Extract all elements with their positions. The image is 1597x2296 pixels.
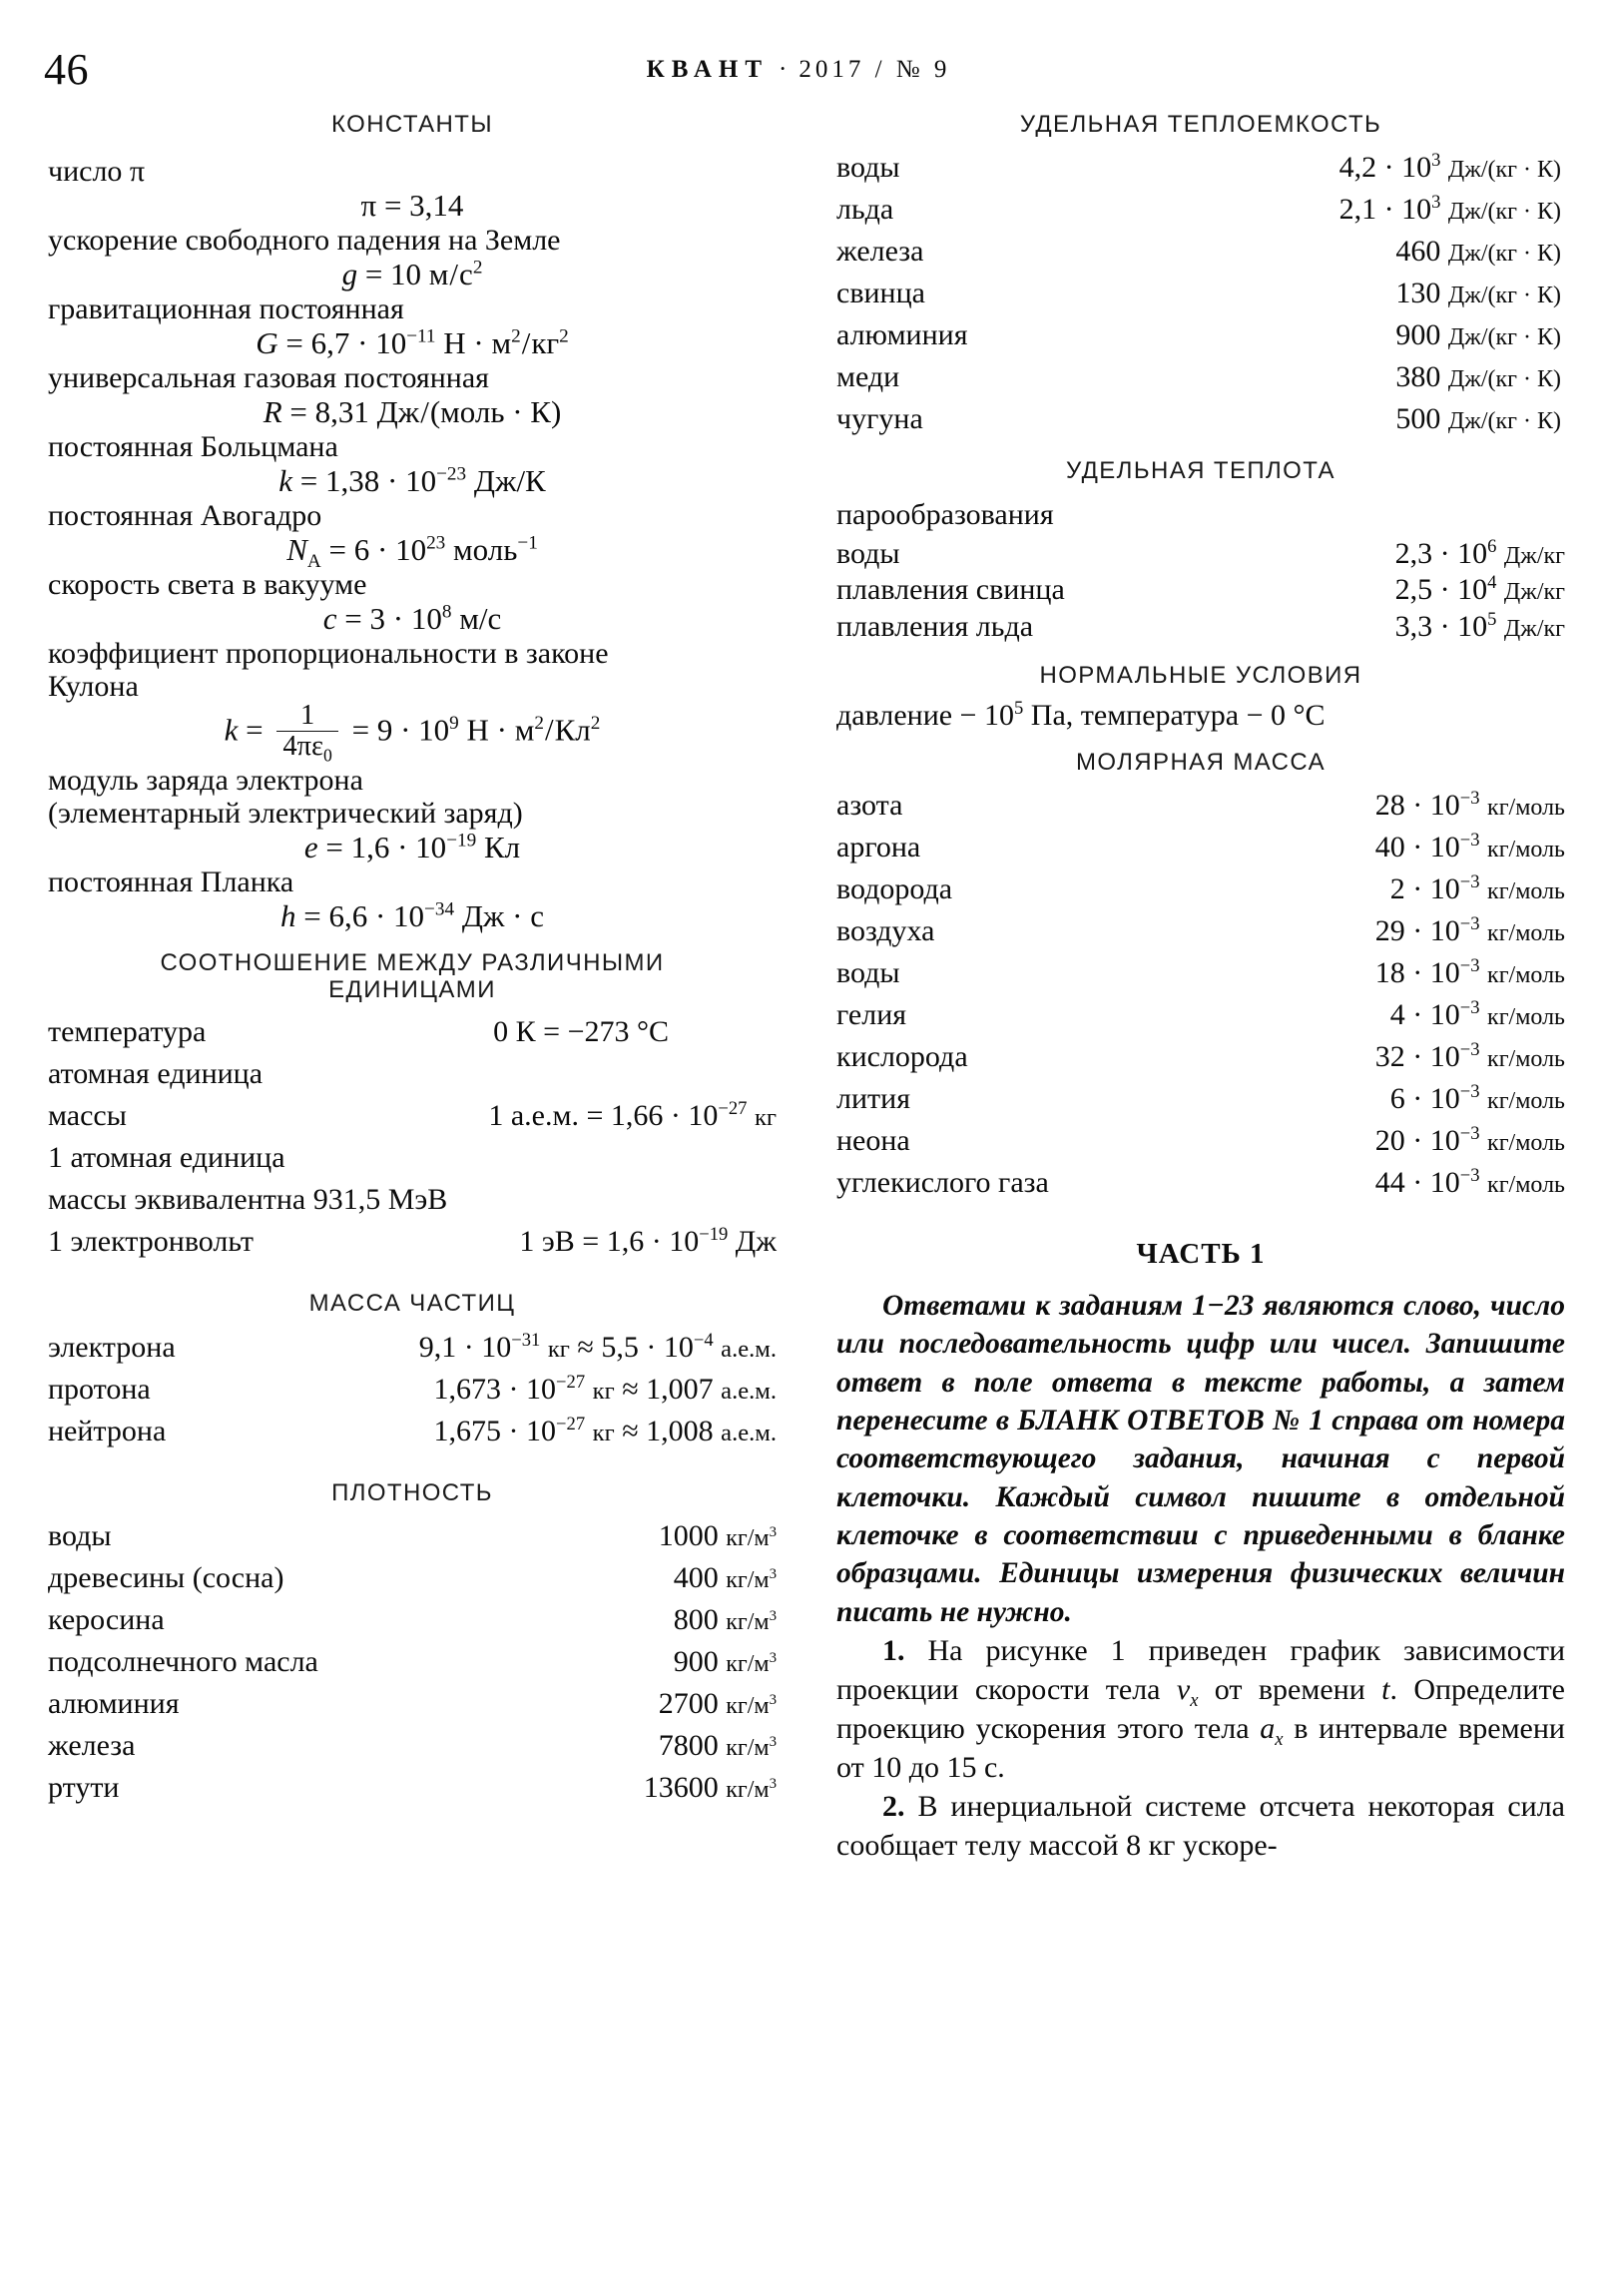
density-value-aluminium: 2700 $кг/м^3$ [658, 1687, 777, 1720]
table-row [48, 1641, 777, 1683]
constant-equation-g: g = 10 $м/с^2$ [341, 257, 483, 292]
molar-mass-label-nitrogen: азота [836, 788, 903, 822]
unit-row-electronvolt [48, 1221, 777, 1263]
specific-heat-value-lead: 130 Дж/(кг · К) [1395, 277, 1561, 310]
specific-heat-label-ice: льда [836, 193, 894, 227]
table-row [836, 785, 1565, 827]
constant-label-light-speed: скорость света в вакууме [48, 567, 367, 601]
page-header [0, 38, 1597, 98]
density-value-kerosene: 800 $кг/м^3$ [673, 1603, 777, 1636]
unit-value-electronvolt: 1 эВ = $1,6 \cdot 10^{-19}$ Дж [519, 1224, 777, 1259]
specific-heat-value-iron: 460 Дж/(кг · К) [1395, 235, 1561, 269]
table-row [836, 1036, 1565, 1078]
constant-label-g: ускорение свободного падения на Земле [48, 224, 561, 258]
latent-heat-subheading: парообразования [836, 497, 1054, 531]
molar-mass-value-oxygen: $32 \cdot 10^{-3}$ кг/моль [1374, 1038, 1565, 1073]
section-heading-units-line2: ЕДИНИЦАМИ [328, 975, 496, 1003]
unit-label-amu-mev-line2: массы эквивалентна 931,5 МэВ [48, 1183, 448, 1217]
unit-value-amu: 1 а.е.м. = $1,66 \cdot 10^{-27}$ кг [488, 1098, 777, 1133]
density-value-sunflower-oil: 900 $кг/м^3$ [673, 1645, 777, 1678]
table-row [836, 356, 1565, 398]
unit-row-temperature [48, 1011, 777, 1053]
specific-heat-table [836, 147, 1565, 440]
density-value-iron: 7800 $кг/м^3$ [658, 1729, 777, 1762]
latent-heat-value-ice-melting: $3,3 \cdot 10^5$ Дж/кг [1394, 608, 1565, 643]
density-value-water: 1000 $кг/м^3$ [658, 1519, 777, 1552]
density-table [48, 1515, 777, 1809]
table-row [48, 1683, 777, 1725]
density-label-kerosene: керосина [48, 1603, 165, 1636]
unit-row-amu-mev-line2 [48, 1179, 777, 1221]
table-row [836, 536, 1565, 573]
table-row [836, 952, 1565, 994]
section-heading-latent-heat: УДЕЛЬНАЯ ТЕПЛОТА [1066, 457, 1335, 485]
table-row [836, 1078, 1565, 1120]
constant-label-electron-charge-line1: модуль заряда электрона [48, 763, 363, 797]
molar-mass-label-water: воды [836, 955, 900, 989]
table-row [836, 827, 1565, 868]
table-row [48, 1767, 777, 1809]
constant-label-planck: постоянная Планка [48, 864, 294, 898]
header-separator: · [779, 56, 790, 83]
unit-value-temperature: 0 К = −273 °C [493, 1015, 669, 1049]
running-head [0, 56, 1597, 84]
table-row [836, 572, 1565, 609]
table-row [48, 1725, 777, 1767]
constant-label-pi: число π [48, 155, 146, 189]
molar-mass-value-carbon-dioxide: $44 \cdot 10^{-3}$ кг/моль [1374, 1164, 1565, 1199]
specific-heat-label-aluminium: алюминия [836, 318, 968, 352]
table-row [836, 189, 1565, 231]
part-1-heading: ЧАСТЬ 1 [1136, 1237, 1266, 1270]
density-label-iron: железа [48, 1729, 136, 1762]
table-row [836, 868, 1565, 910]
constant-label-G: гравитационная постоянная [48, 292, 404, 326]
left-column [48, 110, 777, 1809]
molar-mass-value-argon: $40 \cdot 10^{-3}$ кг/моль [1374, 829, 1565, 863]
constant-equation-electron-charge: $e = 1,6 \cdot 10^{-19}$ Кл [303, 829, 521, 864]
latent-heat-table [836, 536, 1565, 646]
specific-heat-label-water: воды [836, 151, 900, 185]
right-column [836, 110, 1565, 1865]
constant-equation-avogadro: $N_A = 6 \cdot 10^{23}$ моль$^{-1}$ [286, 532, 538, 573]
latent-heat-label-ice-melting: плавления льда [836, 609, 1034, 643]
molar-mass-label-hydrogen: водорода [836, 871, 953, 905]
molar-mass-label-oxygen: кислорода [836, 1039, 968, 1073]
latent-heat-label-lead-melting: плавления свинца [836, 573, 1065, 607]
particle-mass-label-electron: электрона [48, 1330, 176, 1364]
specific-heat-value-copper: 380 Дж/(кг · К) [1395, 360, 1561, 394]
table-row [836, 314, 1565, 356]
specific-heat-value-ice: $2,1 \cdot 10^3$ Дж/(кг · К) [1338, 192, 1561, 227]
section-heading-density: ПЛОТНОСТЬ [331, 1478, 493, 1506]
molar-mass-value-nitrogen: $28 \cdot 10^{-3}$ кг/моль [1374, 787, 1565, 822]
constant-label-R: универсальная газовая постоянная [48, 361, 489, 395]
specific-heat-label-cast-iron: чугуна [836, 402, 923, 436]
specific-heat-label-lead: свинца [836, 277, 925, 310]
constant-label-avogadro: постоянная Авогадро [48, 499, 322, 533]
section-heading-specific-heat: УДЕЛЬНАЯ ТЕПЛОЕМКОСТЬ [1019, 111, 1382, 138]
particle-mass-label-proton: протона [48, 1372, 151, 1406]
particle-mass-label-neutron: нейтрона [48, 1414, 167, 1447]
table-row [48, 1557, 777, 1599]
constant-label-coulomb-line2: Кулона [48, 669, 139, 703]
particle-mass-value-proton: $1,673 \cdot 10^{-27}$ кг ≈ 1,007 а.е.м. [433, 1371, 777, 1406]
constant-equation-pi: π = 3,14 [360, 188, 464, 224]
unit-row-amu-value [48, 1095, 777, 1137]
particle-mass-value-electron: $9,1 \cdot 10^{-31}$ кг ≈ $5,5 \cdot 10^{-4}$ а.е.м. [418, 1329, 777, 1364]
molar-mass-label-air: воздуха [836, 913, 935, 947]
table-row [836, 273, 1565, 314]
table-row [836, 231, 1565, 273]
molar-mass-value-water: $18 \cdot 10^{-3}$ кг/моль [1374, 954, 1565, 989]
problem-2-number: 2. [882, 1789, 905, 1823]
part-1-intro: Ответами к заданиям 1−23 являются слово, число или последовательность цифр или чисел. Запишите ответ в поле ответа в тексте работы, а затем перенесите в БЛАНК ОТВЕТОВ № 1 справа от номера соответствующего задания, начиная с первой клеточки. Каждый символ пишите в отдельной клеточке в соответствии с приведенными в бланке образцами. Единицы измерения физических величин писать не нужно. [836, 1289, 1565, 1628]
unit-label-temperature: температура [48, 1015, 207, 1049]
molar-mass-table [836, 785, 1565, 1204]
density-label-water: воды [48, 1519, 112, 1552]
constant-equation-light-speed: $c = 3 \cdot 10^8$ м/с [322, 600, 502, 636]
table-row [836, 994, 1565, 1036]
particle-mass-row-proton [48, 1369, 777, 1411]
particle-mass-value-neutron: $1,675 \cdot 10^{-27}$ кг ≈ 1,008 а.е.м. [433, 1413, 777, 1447]
specific-heat-value-cast-iron: 500 Дж/(кг · К) [1395, 402, 1561, 436]
page-number: 46 [44, 45, 89, 94]
coulomb-fraction [276, 699, 337, 766]
section-heading-constants: КОНСТАНТЫ [331, 111, 493, 138]
particle-mass-row-neutron [48, 1411, 777, 1452]
molar-mass-value-lithium: $6 \cdot 10^{-3}$ кг/моль [1389, 1080, 1565, 1115]
constant-equation-planck: $h = 6,6 \cdot 10^{-34}$ Дж · с [279, 897, 544, 933]
density-label-mercury: ртути [48, 1771, 120, 1804]
section-heading-molar-mass: МОЛЯРНАЯ МАССА [1075, 748, 1327, 776]
constant-equation-G: $G = 6,7 \cdot 10^{-11}$ $Н \cdot м^2/кг^2$ [256, 325, 569, 361]
table-row [836, 609, 1565, 646]
unit-label-amu-line2: массы [48, 1099, 127, 1133]
table-row [836, 1120, 1565, 1162]
unit-label-amu-line1: атомная единица [48, 1057, 264, 1091]
coulomb-fraction-numerator: 1 [299, 699, 315, 731]
normal-conditions-text: давление − $10^5$ Па, температура − 0 °C [836, 697, 1326, 732]
table-row [836, 398, 1565, 440]
section-heading-normal-conditions: НОРМАЛЬНЫЕ УСЛОВИЯ [1039, 662, 1362, 690]
coulomb-fraction-denominator: $4\pi\varepsilon_0$ [276, 731, 337, 762]
density-value-mercury: 13600 $кг/м^3$ [643, 1771, 777, 1804]
molar-mass-label-neon: неона [836, 1123, 910, 1157]
particle-mass-row-electron [48, 1327, 777, 1369]
specific-heat-label-iron: железа [836, 235, 924, 269]
problem-1: 1. На рисунке 1 приведен график зависимости проекции скорости тела $v_x$ от времени t. Определите проекцию ускорения этого тела $a_x$ в интервале времени от 10 до 15 с. [836, 1633, 1565, 1784]
molar-mass-label-lithium: лития [836, 1081, 910, 1115]
table-row [836, 910, 1565, 952]
molar-mass-label-carbon-dioxide: углекислого газа [836, 1165, 1049, 1199]
molar-mass-value-hydrogen: $2 \cdot 10^{-3}$ кг/моль [1389, 870, 1565, 905]
molar-mass-label-helium: гелия [836, 997, 907, 1031]
constant-label-k-boltzmann: постоянная Больцмана [48, 430, 338, 464]
table-row [836, 1162, 1565, 1204]
table-row [836, 147, 1565, 189]
unit-label-electronvolt: 1 электронвольт [48, 1225, 255, 1259]
problem-2: 2. В инерциальной системе отсчета некоторая сила сообщает телу массой 8 кг ускоре- [836, 1789, 1565, 1862]
constant-equation-coulomb: k = $\frac{1}{4\pi\varepsilon_0}$ = $9 \cdot 10^9$ $Н \cdot м^2/Кл^2$ [224, 699, 601, 766]
constant-equation-R: R = 8,31 Дж/(моль · К) [263, 394, 562, 430]
issue-label: 2017 / № 9 [798, 56, 951, 83]
specific-heat-value-aluminium: 900 Дж/(кг · К) [1395, 318, 1561, 352]
section-heading-units-line1: СООТНОШЕНИЕ МЕЖДУ РАЗЛИЧНЫМИ [160, 948, 665, 976]
molar-mass-label-argon: аргона [836, 830, 921, 863]
specific-heat-label-copper: меди [836, 360, 900, 394]
latent-heat-value-water: $2,3 \cdot 10^6$ Дж/кг [1394, 535, 1565, 570]
unit-label-amu-mev-line1: 1 атомная единица [48, 1141, 285, 1175]
journal-title: КВАНТ [646, 56, 769, 83]
section-heading-particle-mass: МАССА ЧАСТИЦ [308, 1290, 516, 1318]
density-label-wood: древесины (сосна) [48, 1561, 284, 1594]
molar-mass-value-air: $29 \cdot 10^{-3}$ кг/моль [1374, 912, 1565, 947]
specific-heat-value-water: $4,2 \cdot 10^3$ Дж/(кг · К) [1338, 150, 1561, 185]
molar-mass-value-neon: $20 \cdot 10^{-3}$ кг/моль [1374, 1122, 1565, 1157]
problem-1-number: 1. [882, 1633, 905, 1667]
density-value-wood: 400 $кг/м^3$ [673, 1561, 777, 1594]
constant-label-coulomb-line1: коэффициент пропорциональности в законе [48, 636, 609, 670]
latent-heat-value-lead-melting: $2,5 \cdot 10^4$ Дж/кг [1394, 572, 1565, 607]
molar-mass-value-helium: $4 \cdot 10^{-3}$ кг/моль [1389, 996, 1565, 1031]
latent-heat-label-water: воды [836, 536, 900, 570]
constant-equation-k-boltzmann: $k = 1,38 \cdot 10^{-23}$ Дж/К [278, 463, 546, 499]
table-row [48, 1515, 777, 1557]
constant-label-electron-charge-line2: (элементарный электрический заряд) [48, 796, 523, 830]
density-label-aluminium: алюминия [48, 1687, 180, 1720]
unit-row-amu-mev-line1 [48, 1137, 777, 1179]
unit-row-amu-line1 [48, 1053, 777, 1095]
density-label-sunflower-oil: подсолнечного масла [48, 1645, 318, 1678]
table-row [48, 1599, 777, 1641]
